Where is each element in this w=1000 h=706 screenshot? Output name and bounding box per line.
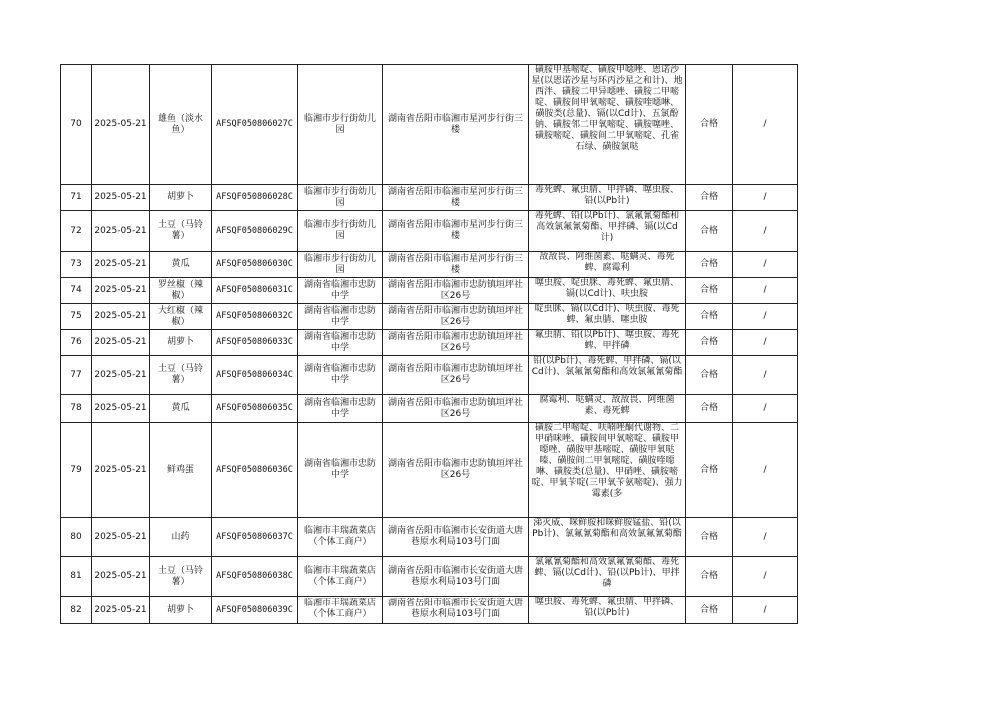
sampling-date: 2025-05-21 bbox=[92, 557, 150, 597]
food-name: 山药 bbox=[150, 518, 212, 557]
table-row bbox=[61, 211, 798, 252]
store-address: 湖南省岳阳市临湘市忠防镇垣坪社区26号 bbox=[383, 330, 529, 356]
remarks: / bbox=[733, 252, 798, 278]
table-row bbox=[61, 395, 798, 423]
test-items: 氟虫腈、铅(以Pb计)、噻虫胺、毒死蜱、甲拌磷 bbox=[529, 330, 686, 356]
food-name: 罗丝椒（辣椒） bbox=[150, 278, 212, 304]
table-row bbox=[61, 304, 798, 330]
test-items: 啶虫脒、镉(以Cd计)、呋虫胺、毒死蜱、氟虫腈、噻虫胺 bbox=[529, 304, 686, 330]
row-number: 82 bbox=[61, 597, 92, 624]
food-name: 鲜鸡蛋 bbox=[150, 423, 212, 518]
sample-code: AFSQF050806027C bbox=[212, 65, 298, 185]
store-address: 湖南省岳阳市临湘市星河步行街三楼 bbox=[383, 65, 529, 185]
table-row bbox=[61, 185, 798, 211]
row-number: 70 bbox=[61, 65, 92, 185]
remarks: / bbox=[733, 185, 798, 211]
sampling-date: 2025-05-21 bbox=[92, 278, 150, 304]
food-name: 胡萝卜 bbox=[150, 185, 212, 211]
sample-code: AFSQF050806033C bbox=[212, 330, 298, 356]
sample-code: AFSQF050806034C bbox=[212, 356, 298, 395]
store-name: 湖南省临湘市忠防中学 bbox=[298, 330, 383, 356]
remarks: / bbox=[733, 356, 798, 395]
sampling-date: 2025-05-21 bbox=[92, 597, 150, 624]
store-address: 湖南省岳阳市临湘市长安街道大唐巷原水利局103号门面 bbox=[383, 597, 529, 624]
test-items: 毒死蜱、铅(以Pb计)、氯氟氰菊酯和高效氯氟氰菊酯、甲拌磷、镉(以Cd计) bbox=[529, 211, 686, 252]
store-name: 临湘市丰瑞蔬菜店（个体工商户） bbox=[298, 597, 383, 624]
sample-code: AFSQF050806030C bbox=[212, 252, 298, 278]
sample-code: AFSQF050806038C bbox=[212, 557, 298, 597]
remarks: / bbox=[733, 330, 798, 356]
store-name: 临湘市步行街幼儿园 bbox=[298, 252, 383, 278]
sample-code: AFSQF050806029C bbox=[212, 211, 298, 252]
test-result: 合格 bbox=[686, 330, 733, 356]
remarks: / bbox=[733, 395, 798, 423]
store-name: 湖南省临湘市忠防中学 bbox=[298, 395, 383, 423]
store-address: 湖南省岳阳市临湘市忠防镇垣坪社区26号 bbox=[383, 395, 529, 423]
table-row bbox=[61, 597, 798, 624]
test-result: 合格 bbox=[686, 278, 733, 304]
sampling-date: 2025-05-21 bbox=[92, 330, 150, 356]
test-result: 合格 bbox=[686, 597, 733, 624]
store-name: 临湘市步行街幼儿园 bbox=[298, 185, 383, 211]
store-address: 湖南省岳阳市临湘市忠防镇垣坪社区26号 bbox=[383, 304, 529, 330]
sampling-date: 2025-05-21 bbox=[92, 65, 150, 185]
test-items: 腐霉利、哒螨灵、敌敌畏、阿维菌素、毒死蜱 bbox=[529, 395, 686, 423]
food-name: 土豆（马铃薯） bbox=[150, 557, 212, 597]
store-address: 湖南省岳阳市临湘市忠防镇垣坪社区26号 bbox=[383, 278, 529, 304]
test-result: 合格 bbox=[686, 395, 733, 423]
store-name: 临湘市丰瑞蔬菜店（个体工商户） bbox=[298, 557, 383, 597]
sample-code: AFSQF050806035C bbox=[212, 395, 298, 423]
test-items: 磺胺二甲嘧啶、呋喃唑酮代谢物、二甲硝咪唑、磺胺间甲氧嘧啶、磺胺甲噁唑、磺胺甲基嘧啶、磺胺甲氧哒嗪、磺胺间二甲氧嘧啶、磺胺喹噁啉、磺胺类(总量)、甲硝唑、磺胺嘧啶、甲氧苄啶(三甲氧苄氨嘧啶)、强力霉素(多 bbox=[529, 423, 686, 518]
store-name: 湖南省临湘市忠防中学 bbox=[298, 423, 383, 518]
remarks: / bbox=[733, 278, 798, 304]
test-items: 磺胺甲基嘧啶、磺胺甲噁唑、恩诺沙星(以恩诺沙星与环丙沙星之和计)、地西泮、磺胺二甲异噁唑、磺胺二甲嘧啶、磺胺间甲氧嘧啶、磺胺喹噁啉、磺胺类(总量)、镉(以Cd计)、五氯酚钠、磺胺邻二甲氧嘧啶、磺胺噻唑、磺胺嘧啶、磺胺间二甲氧嘧啶、孔雀石绿、磺胺氯哒 bbox=[529, 65, 686, 185]
food-name: 大红椒（辣椒） bbox=[150, 304, 212, 330]
row-number: 73 bbox=[61, 252, 92, 278]
sample-code: AFSQF050806032C bbox=[212, 304, 298, 330]
test-result: 合格 bbox=[686, 185, 733, 211]
store-address: 湖南省岳阳市临湘市长安街道大唐巷原水利局103号门面 bbox=[383, 518, 529, 557]
row-number: 79 bbox=[61, 423, 92, 518]
remarks: / bbox=[733, 304, 798, 330]
store-address: 湖南省岳阳市临湘市星河步行街三楼 bbox=[383, 185, 529, 211]
test-items: 氯氟氰菊酯和高效氯氟氰菊酯、毒死蜱、镉(以Cd计)、铅(以Pb计)、甲拌磷 bbox=[529, 557, 686, 597]
row-number: 71 bbox=[61, 185, 92, 211]
test-result: 合格 bbox=[686, 211, 733, 252]
store-name: 临湘市丰瑞蔬菜店（个体工商户） bbox=[298, 518, 383, 557]
remarks: / bbox=[733, 597, 798, 624]
remarks: / bbox=[733, 211, 798, 252]
row-number: 77 bbox=[61, 356, 92, 395]
table-row bbox=[61, 330, 798, 356]
sample-code: AFSQF050806037C bbox=[212, 518, 298, 557]
food-name: 土豆（马铃薯） bbox=[150, 356, 212, 395]
store-name: 湖南省临湘市忠防中学 bbox=[298, 356, 383, 395]
store-address: 湖南省岳阳市临湘市忠防镇垣坪社区26号 bbox=[383, 423, 529, 518]
sampling-date: 2025-05-21 bbox=[92, 211, 150, 252]
row-number: 74 bbox=[61, 278, 92, 304]
store-name: 临湘市步行街幼儿园 bbox=[298, 211, 383, 252]
inspection-table bbox=[60, 64, 798, 624]
test-result: 合格 bbox=[686, 356, 733, 395]
food-name: 雄鱼（淡水鱼） bbox=[150, 65, 212, 185]
food-name: 土豆（马铃薯） bbox=[150, 211, 212, 252]
food-name: 胡萝卜 bbox=[150, 330, 212, 356]
sampling-date: 2025-05-21 bbox=[92, 518, 150, 557]
store-address: 湖南省岳阳市临湘市忠防镇垣坪社区26号 bbox=[383, 356, 529, 395]
sampling-date: 2025-05-21 bbox=[92, 185, 150, 211]
row-number: 80 bbox=[61, 518, 92, 557]
table-row bbox=[61, 65, 798, 185]
row-number: 75 bbox=[61, 304, 92, 330]
food-name: 黄瓜 bbox=[150, 252, 212, 278]
test-items: 敌敌畏、阿维菌素、哒螨灵、毒死蜱、腐霉利 bbox=[529, 252, 686, 278]
store-address: 湖南省岳阳市临湘市星河步行街三楼 bbox=[383, 211, 529, 252]
store-name: 临湘市步行街幼儿园 bbox=[298, 65, 383, 185]
store-name: 湖南省临湘市忠防中学 bbox=[298, 304, 383, 330]
test-result: 合格 bbox=[686, 423, 733, 518]
table-row bbox=[61, 518, 798, 557]
test-items: 铅(以Pb计)、毒死蜱、甲拌磷、镉(以Cd计)、氯氟氰菊酯和高效氯氟氰菊酯 bbox=[529, 356, 686, 395]
sample-code: AFSQF050806036C bbox=[212, 423, 298, 518]
test-items: 噻虫胺、毒死蜱、氟虫腈、甲拌磷、铅(以Pb计) bbox=[529, 597, 686, 624]
table-row bbox=[61, 356, 798, 395]
test-items: 毒死蜱、氟虫腈、甲拌磷、噻虫胺、铅(以Pb计) bbox=[529, 185, 686, 211]
sample-code: AFSQF050806031C bbox=[212, 278, 298, 304]
remarks: / bbox=[733, 557, 798, 597]
remarks: / bbox=[733, 65, 798, 185]
row-number: 76 bbox=[61, 330, 92, 356]
test-result: 合格 bbox=[686, 252, 733, 278]
sampling-date: 2025-05-21 bbox=[92, 395, 150, 423]
remarks: / bbox=[733, 423, 798, 518]
sampling-date: 2025-05-21 bbox=[92, 304, 150, 330]
test-result: 合格 bbox=[686, 304, 733, 330]
test-result: 合格 bbox=[686, 65, 733, 185]
food-name: 胡萝卜 bbox=[150, 597, 212, 624]
row-number: 72 bbox=[61, 211, 92, 252]
sample-code: AFSQF050806028C bbox=[212, 185, 298, 211]
test-items: 噻虫胺、啶虫脒、毒死蜱、氟虫腈、镉(以Cd计)、呋虫胺 bbox=[529, 278, 686, 304]
sampling-date: 2025-05-21 bbox=[92, 252, 150, 278]
food-name: 黄瓜 bbox=[150, 395, 212, 423]
row-number: 81 bbox=[61, 557, 92, 597]
table-row bbox=[61, 278, 798, 304]
store-address: 湖南省岳阳市临湘市星河步行街三楼 bbox=[383, 252, 529, 278]
test-result: 合格 bbox=[686, 518, 733, 557]
table-row bbox=[61, 252, 798, 278]
sample-code: AFSQF050806039C bbox=[212, 597, 298, 624]
sampling-date: 2025-05-21 bbox=[92, 356, 150, 395]
test-items: 涕灭威、咪鲜胺和咪鲜胺锰盐、铅(以Pb计)、氯氟氰菊酯和高效氯氟氰菊酯 bbox=[529, 518, 686, 557]
sampling-date: 2025-05-21 bbox=[92, 423, 150, 518]
table-row bbox=[61, 557, 798, 597]
store-address: 湖南省岳阳市临湘市长安街道大唐巷原水利局103号门面 bbox=[383, 557, 529, 597]
remarks: / bbox=[733, 518, 798, 557]
table-row bbox=[61, 423, 798, 518]
row-number: 78 bbox=[61, 395, 92, 423]
test-result: 合格 bbox=[686, 557, 733, 597]
store-name: 湖南省临湘市忠防中学 bbox=[298, 278, 383, 304]
